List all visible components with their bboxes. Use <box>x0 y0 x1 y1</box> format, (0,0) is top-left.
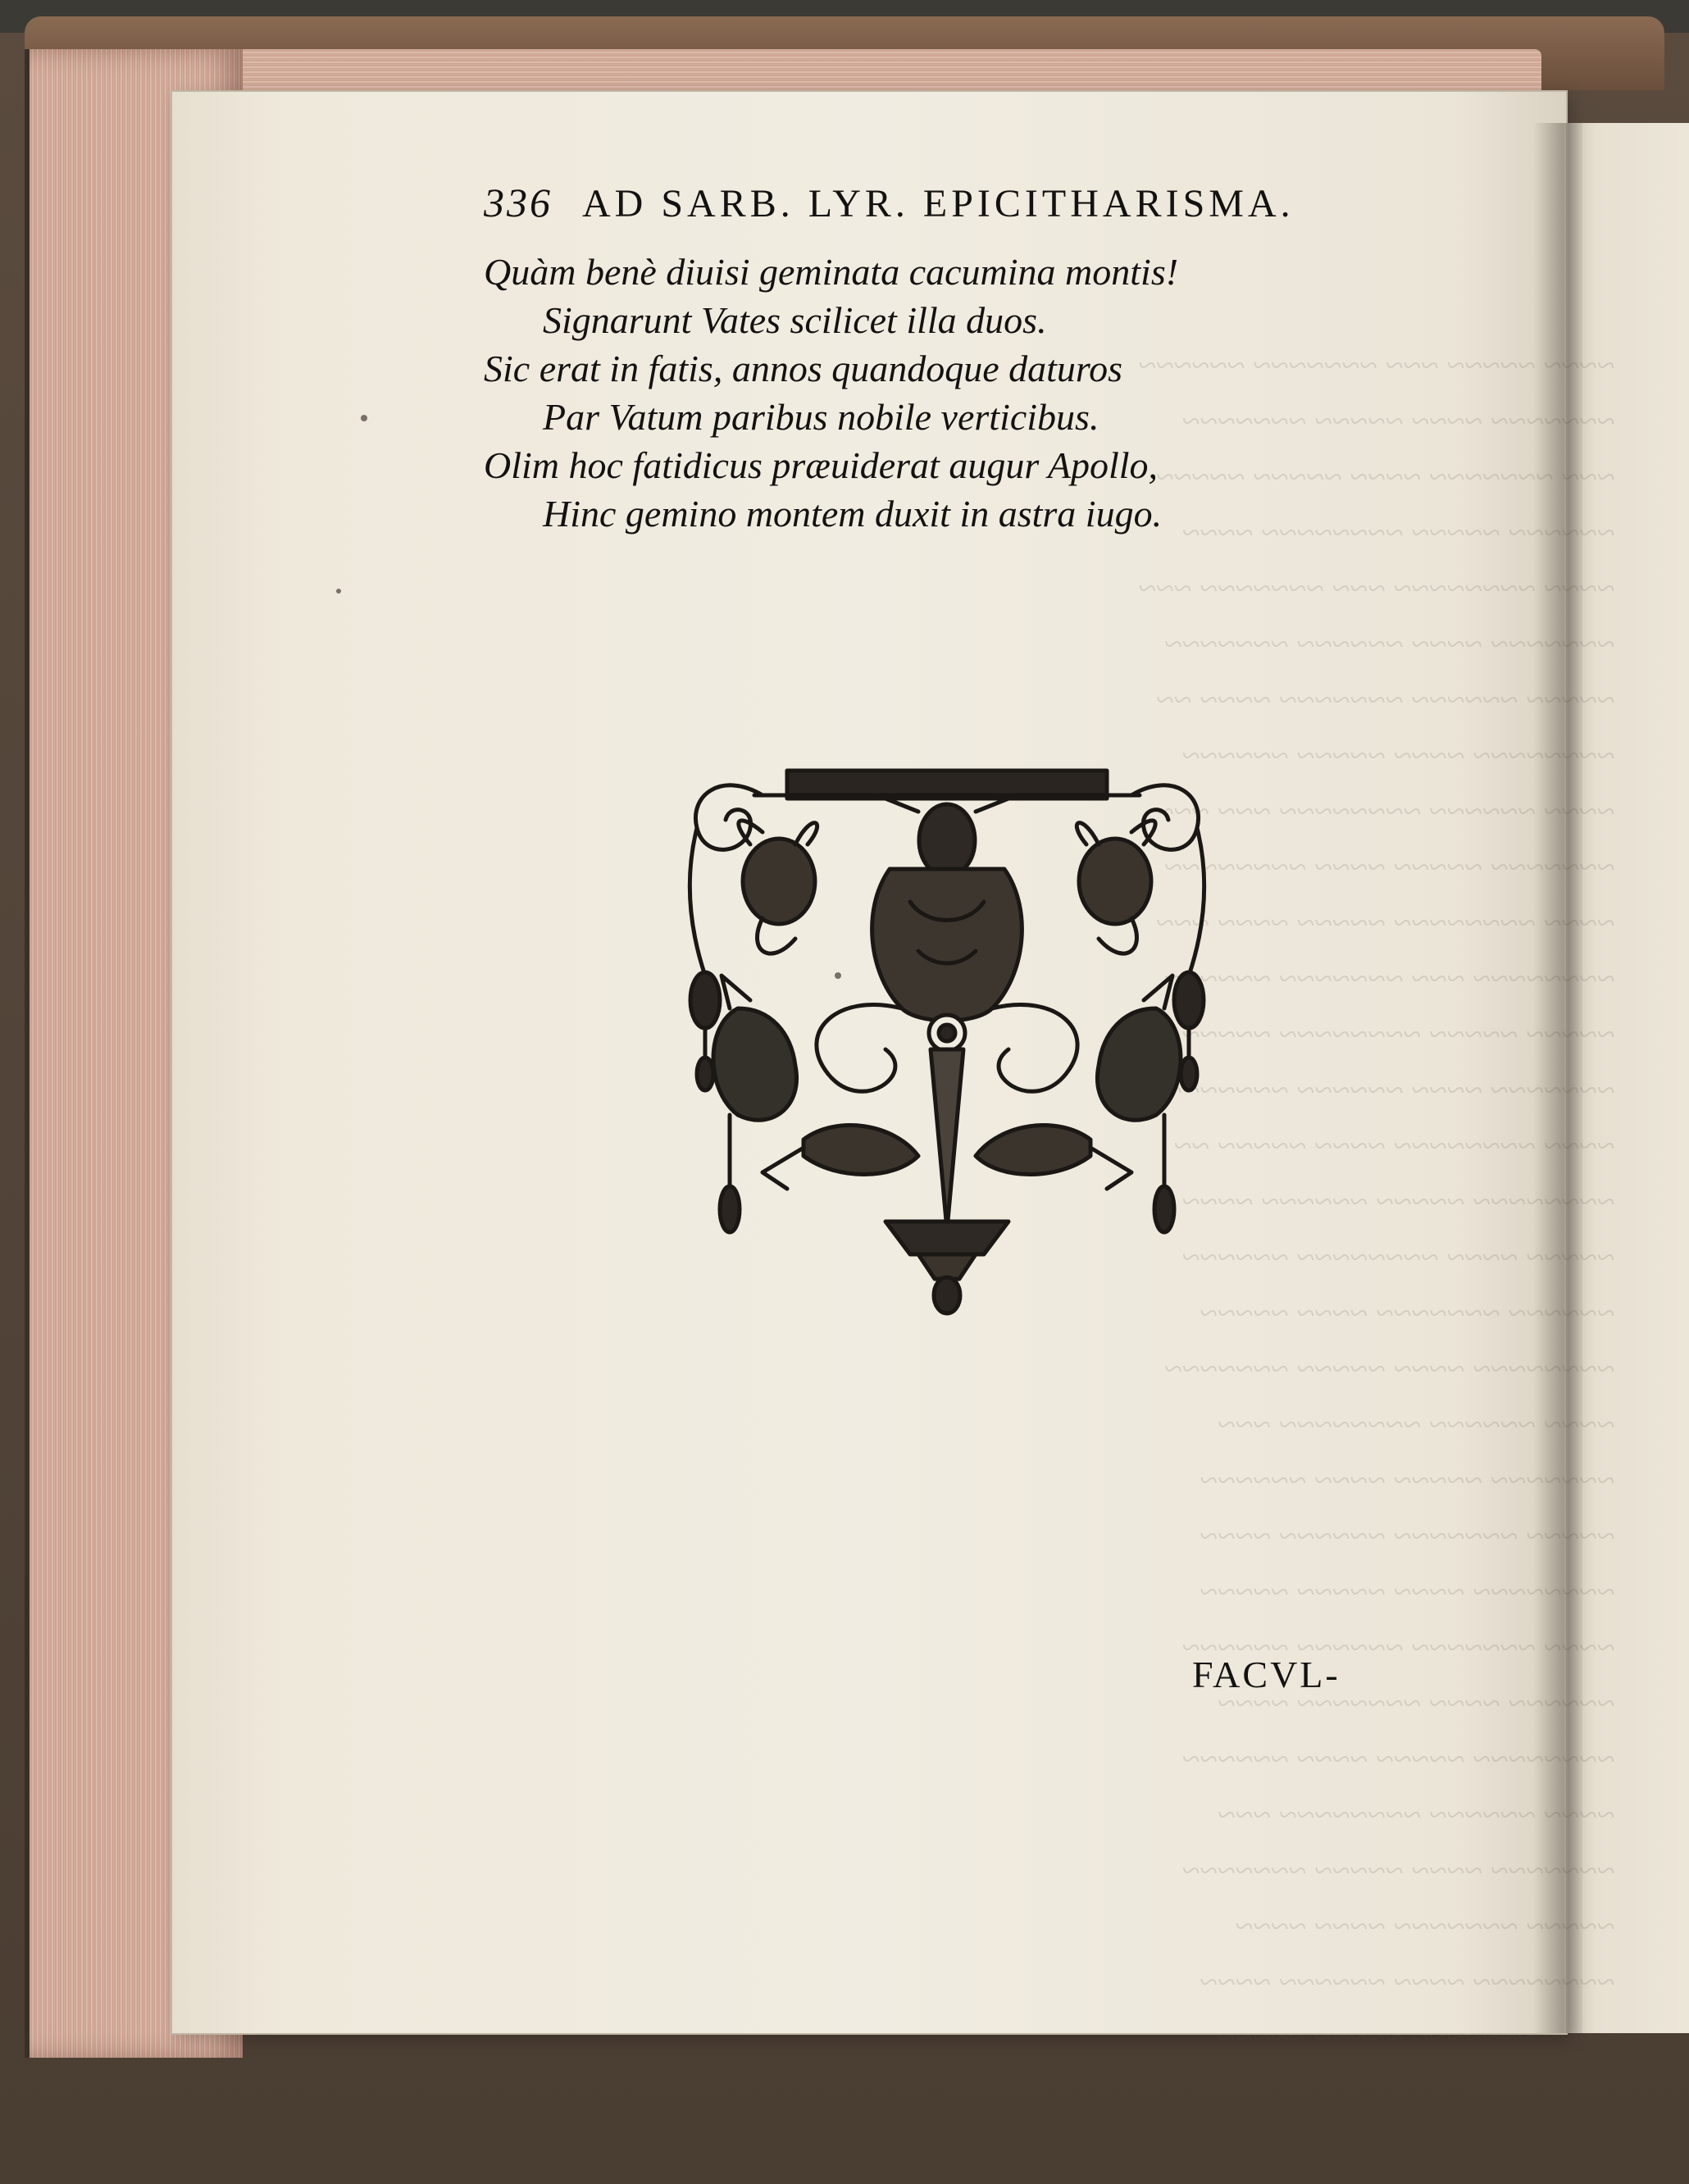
ink-speck <box>361 415 367 421</box>
ink-speck <box>336 589 341 594</box>
running-header <box>484 179 1402 236</box>
ornament-woodcut-tailpiece <box>672 762 1222 1320</box>
page-gutter-shadow <box>1533 123 1582 2033</box>
poem-line: Par Vatum paribus nobile verticibus. <box>543 396 1099 438</box>
poem-line: Signarunt Vates scilicet illa duos. <box>543 299 1047 341</box>
poem-line: Olim hoc fatidicus præuiderat augur Apollo, <box>484 444 1159 486</box>
ink-speck <box>835 972 841 979</box>
poem-line: Quàm benè diuisi geminata cacumina montis! <box>484 251 1179 293</box>
facing-page <box>1566 123 1689 2033</box>
goat-mask-left <box>739 821 817 953</box>
poem-line: Hinc gemino montem duxit in astra iugo. <box>543 493 1163 535</box>
page-number: 336 <box>484 180 553 225</box>
bleed-through-texture: ~~~~ ~~~~~ ~~~ ~~~~~~~ ~~~~~~ ~~~~~~~ ~~~~ ~~~~~ ~~~~~~~ ~~~ ~~~~~~~ ~~~~ ~~~~~ ~~~~~ ~~~~~~ ~~~~~ ~~~~~~~~ ~~~~ ~~~~ ~~~~~~~~ ~~~ ~~~~~~~ ~~~ ~~~~~~~ ~~~~ ~~~~~~ ~~~~~~~ ~~~~~ ~~~~~~ ~~~~~~~ ~~~~ ~~ ~~~~~~~~ ~~~~ ~~~~~ ~~~~~~ ~~~~ ~~~~~~ ~~~~~~~~ ~~~ ~~~ ~~~~~~~ ~~~~~ ~~~~ ~~~~~~~~ ~~~~ ~~~~~~~~ ~~~~~ ~~~~ ~~~ ~~~~~~~~ ~~~ ~~~~~~~ ~~~~~~ ~~~~~ ~~~~~ ~~~~~~~~ ~~~~~ ~~~~~~~ ~~~~ ~~~~~~ ~~~~~~~ ~~~~ ~~~~~~~~ ~~~~ ~~~~~ ~~ ~~~~~~~~ ~~~~~ ~~~~~~ ~~~~ ~~~~~ ~~~~ ~~~~~~~~ ~~~~~~ ~~~~~~ ~~~~~~~ ~~~~ ~~~~~ ~~~~~~~~ ~~~~ ~~~~~ ~~~~~~~ ~~~~ ~~~~~~ ~~~~~~~~ ~~~ ~~~~~~~ ~~~~~ ~~~~ ~~~~~~ ~~~~~ ~~~~~~~ ~~~~~~ ~~~~ ~~~~~~~~ ~~~~ ~~~~~ ~~~~~ ~~~~ ~~~~~~~ ~~~~~~ ~~~~~~ ~~~~~~ ~~~~ ~~~~~~~ ~~~~ ~~~~~~~~ ~~~~~ ~~~~ ~~~~~~ ~~~~ ~~~~~~ ~~~~~~~~ ~~~ ~~~~~~~ ~~~~ ~~~~~ ~~~~~~~ ~~~~~ ~~~~~~~ ~~~~ ~~~~ ~~~~~~~~ ~~~~ ~~~~~~ ~~~~ <box>1138 347 1615 2000</box>
poem-line: Sic erat in fatis, annos quandoque daturos <box>484 348 1123 389</box>
winged-creature-right <box>976 1126 1131 1189</box>
atlas-figure <box>872 795 1022 1051</box>
catchword: FACVL- <box>1192 1654 1341 1695</box>
winged-creature-left <box>763 1126 918 1189</box>
poem-text <box>484 248 1427 538</box>
running-title: AD SARB. LYR. EPICITHARISMA. <box>582 182 1295 225</box>
goat-mask-right <box>1077 821 1155 953</box>
seated-creature-left <box>713 976 797 1120</box>
seated-creature-right <box>1097 976 1181 1120</box>
